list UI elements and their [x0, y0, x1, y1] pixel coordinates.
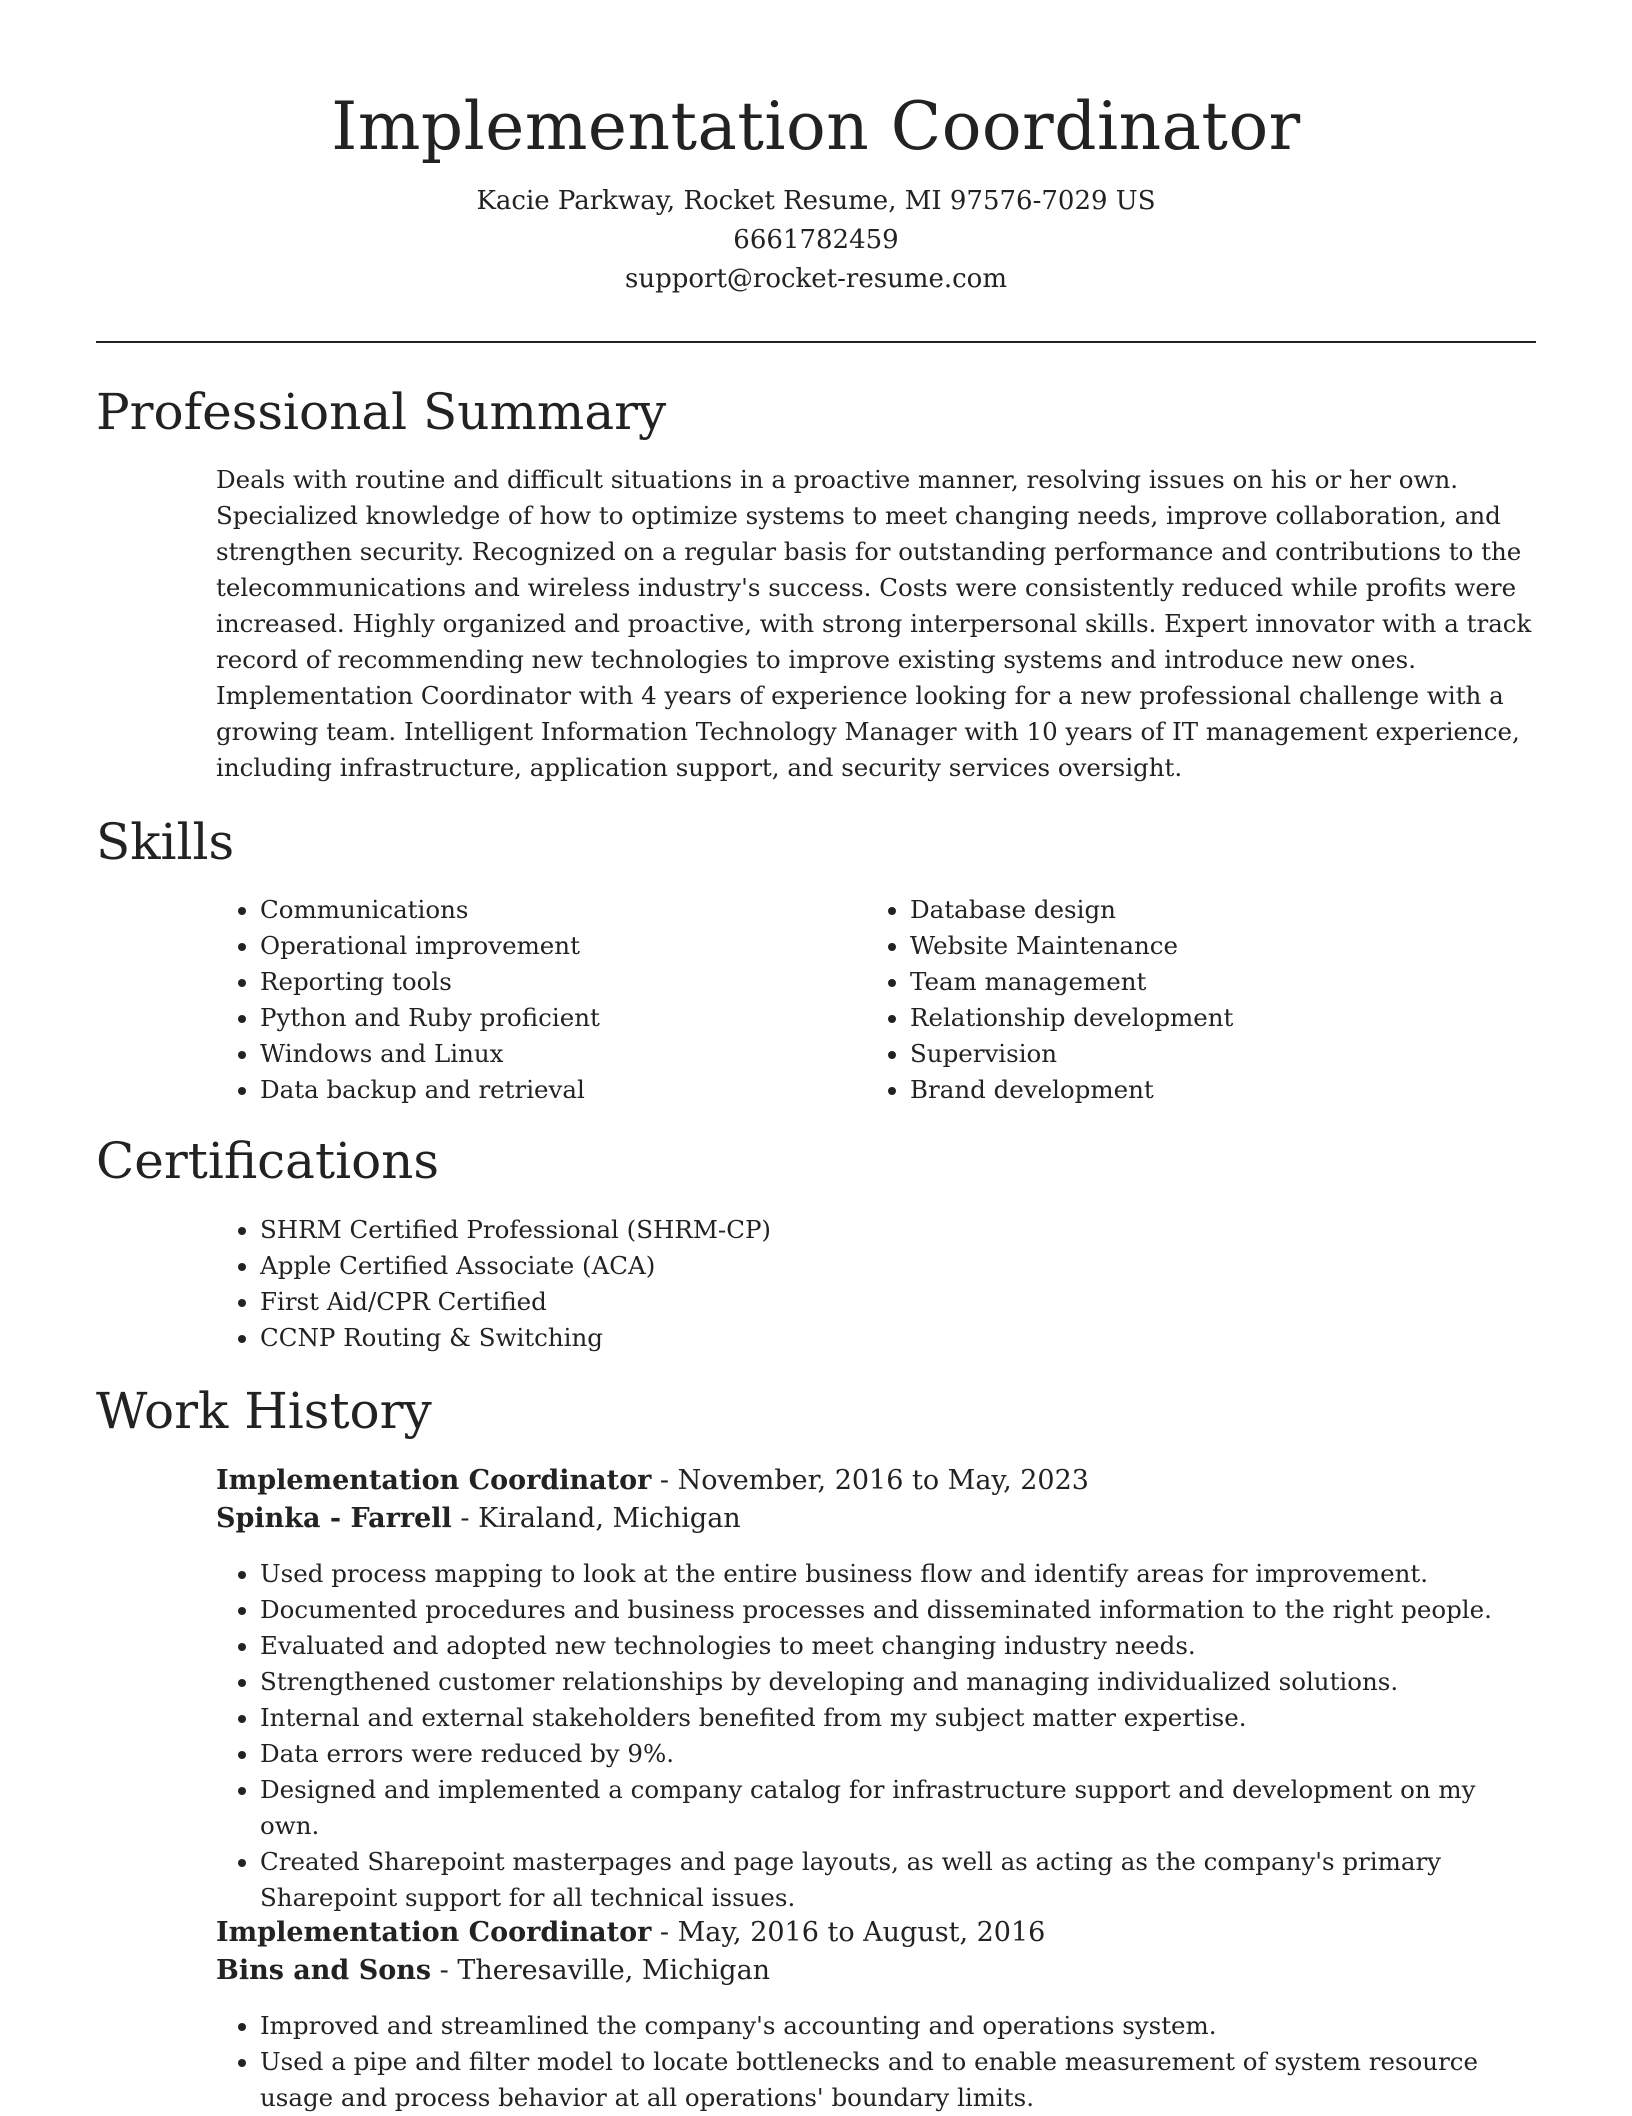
header-divider: [96, 341, 1536, 343]
resume-title: Implementation Coordinator: [331, 88, 1301, 165]
job-company-line: [216, 1952, 1536, 1990]
certifications-list: [216, 1212, 1516, 1356]
job-location: - Theresaville, Michigan: [431, 1955, 771, 1986]
skills-heading: Skills: [96, 813, 235, 871]
job-bullet: • Internal and external stakeholders benefited from my subject matter expertise.: [260, 1700, 1536, 1736]
skills-left-column: [216, 892, 836, 1108]
skill-item: • Team management: [910, 964, 1506, 1000]
job-bullet: • Strengthened customer relationships by developing and managing individualized solutions.: [260, 1664, 1536, 1700]
contact-address: Kacie Parkway, Rocket Resume, MI 97576-7029 US: [476, 186, 1156, 216]
job-dates: - May, 2016 to August, 2016: [651, 1917, 1046, 1948]
skill-item: • Brand development: [910, 1072, 1506, 1108]
job-bullet: • Documented procedures and business processes and disseminated information to the right people.: [260, 1592, 1536, 1628]
summary-text: Deals with routine and difficult situations in a proactive manner, resolving issues on his or her own. Specialized knowledge of how to optimize systems to meet changing needs, improve collaboration, and strengthen security. Recognized on a regular basis for outstanding performance and contributions to the telecommunications and wireless industry's success. Costs were consistently reduced while profits were increased. Highly organized and proactive, with strong interpersonal skills. Expert innovator with a track record of recommending new technologies to improve existing systems and introduce new ones. Implementation Coordinator with 4 years of experience looking for a new professional challenge with a growing team. Intelligent Information Technology Manager with 10 years of IT management experience, including infrastructure, application support, and security services oversight.: [216, 465, 1532, 782]
skill-item: • Communications: [260, 892, 836, 928]
job-dates: - November, 2016 to May, 2023: [651, 1465, 1089, 1496]
certification-item: • First Aid/CPR Certified: [260, 1284, 1516, 1320]
job-bullets: [216, 2008, 1536, 2116]
resume-header: [0, 0, 1632, 299]
contact-email: support@rocket-resume.com: [624, 264, 1007, 294]
job-bullets: [216, 1556, 1536, 1916]
certifications-block: [216, 1212, 1516, 1356]
skills-left-list: [216, 892, 836, 1108]
job-location: - Kiraland, Michigan: [451, 1503, 741, 1534]
skill-item: • Database design: [910, 892, 1506, 928]
job-title: Implementation Coordinator: [216, 1465, 652, 1496]
skill-item: • Windows and Linux: [260, 1036, 836, 1072]
contact-phone: 6661782459: [733, 225, 899, 255]
job-entry: [216, 1914, 1536, 2116]
job-company-line: [216, 1500, 1536, 1538]
certification-item: • SHRM Certified Professional (SHRM-CP): [260, 1212, 1516, 1248]
certifications-heading: Certifications: [96, 1132, 440, 1190]
skill-item: • Python and Ruby proficient: [260, 1000, 836, 1036]
skill-item: • Reporting tools: [260, 964, 836, 1000]
job-bullet: • Evaluated and adopted new technologies to meet changing industry needs.: [260, 1628, 1536, 1664]
skills-right-column: [866, 892, 1506, 1108]
skill-item: • Supervision: [910, 1036, 1506, 1072]
job-entry: [216, 1462, 1536, 1916]
skill-item: • Operational improvement: [260, 928, 836, 964]
skill-item: • Relationship development: [910, 1000, 1506, 1036]
job-bullet: • Designed and implemented a company catalog for infrastructure support and development on my own.: [260, 1772, 1536, 1844]
work-history-heading: Work History: [96, 1382, 432, 1440]
summary-heading: Professional Summary: [96, 383, 667, 441]
job-company: Spinka - Farrell: [216, 1503, 452, 1534]
job-bullet: • Used a pipe and filter model to locate bottlenecks and to enable measurement of system resource usage and process behavior at all operations' boundary limits.: [260, 2044, 1536, 2116]
job-bullet: • Improved and streamlined the company's accounting and operations system.: [260, 2008, 1536, 2044]
certification-item: • Apple Certified Associate (ACA): [260, 1248, 1516, 1284]
job-title-line: [216, 1462, 1536, 1500]
job-bullet: • Data errors were reduced by 9%.: [260, 1736, 1536, 1772]
job-bullet: • Created Sharepoint masterpages and page layouts, as well as acting as the company's primary Sharepoint support for all technical issues.: [260, 1844, 1536, 1916]
skills-right-list: [866, 892, 1506, 1108]
contact-block: [0, 182, 1632, 299]
certification-item: • CCNP Routing & Switching: [260, 1320, 1516, 1356]
skill-item: • Website Maintenance: [910, 928, 1506, 964]
job-title: Implementation Coordinator: [216, 1917, 652, 1948]
skill-item: • Data backup and retrieval: [260, 1072, 836, 1108]
job-bullet: • Used process mapping to look at the entire business flow and identify areas for improvement.: [260, 1556, 1536, 1592]
job-title-line: [216, 1914, 1536, 1952]
job-company: Bins and Sons: [216, 1955, 432, 1986]
